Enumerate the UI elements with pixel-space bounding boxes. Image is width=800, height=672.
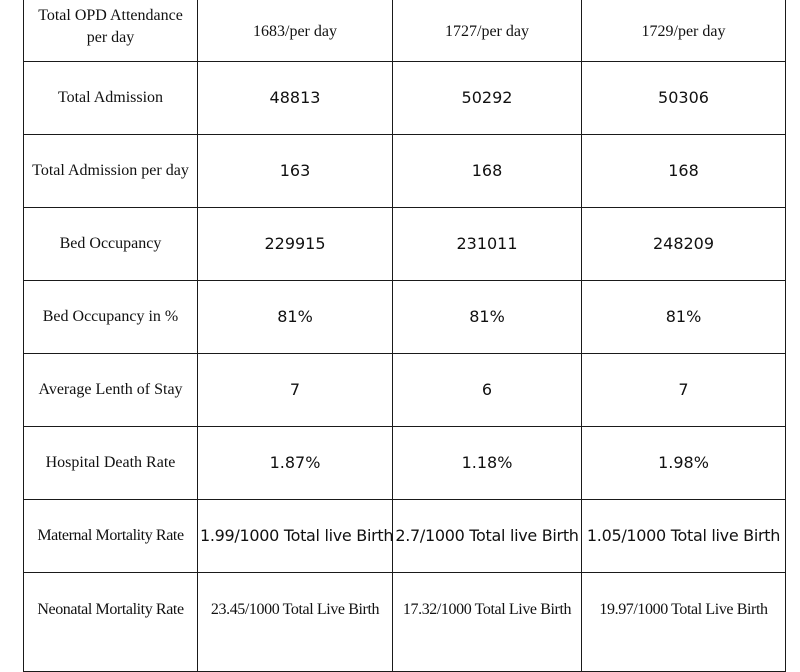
table-cell: 48813 [198, 62, 393, 135]
table-cell: 1729/per day [582, 0, 786, 62]
table-cell: 81% [582, 281, 786, 354]
table-cell: 1683/per day [198, 0, 393, 62]
table-cell: 1.18% [393, 427, 582, 500]
table-cell: 6 [393, 354, 582, 427]
table-cell: 23.45/1000 Total Live Birth [198, 573, 393, 672]
row-label: Hospital Death Rate [24, 427, 198, 500]
table-cell: 1727/per day [393, 0, 582, 62]
table-cell: 7 [198, 354, 393, 427]
row-label: Maternal Mortality Rate [24, 500, 198, 573]
table-cell: 81% [393, 281, 582, 354]
table-cell: 231011 [393, 208, 582, 281]
table-row [24, 0, 786, 62]
table-cell: 2.7/1000 Total live Birth [393, 500, 582, 573]
table-cell: 19.97/1000 Total Live Birth [582, 573, 786, 672]
row-label: Total Admission per day [24, 135, 198, 208]
row-label: Average Lenth of Stay [24, 354, 198, 427]
row-label: Bed Occupancy [24, 208, 198, 281]
table-row [24, 135, 786, 208]
table-row [24, 208, 786, 281]
table-cell: 50306 [582, 62, 786, 135]
table-row [24, 500, 786, 573]
table-cell: 1.99/1000 Total live Birth [198, 500, 393, 573]
table-cell: 1.87% [198, 427, 393, 500]
table-cell: 168 [393, 135, 582, 208]
table-cell: 248209 [582, 208, 786, 281]
table-cell: 7 [582, 354, 786, 427]
table-cell: 168 [582, 135, 786, 208]
table-cell: 50292 [393, 62, 582, 135]
table-cell: 229915 [198, 208, 393, 281]
table-row [24, 354, 786, 427]
table-cell: 17.32/1000 Total Live Birth [393, 573, 582, 672]
table-row [24, 62, 786, 135]
row-label: Neonatal Mortality Rate [24, 573, 198, 672]
table-cell: 1.05/1000 Total live Birth [582, 500, 786, 573]
table-cell: 1.98% [582, 427, 786, 500]
table-row [24, 573, 786, 672]
row-label: Bed Occupancy in % [24, 281, 198, 354]
row-label: Total Admission [24, 62, 198, 135]
table-row [24, 427, 786, 500]
hospital-statistics-table [23, 0, 786, 672]
table-cell: 81% [198, 281, 393, 354]
table-row [24, 281, 786, 354]
table-cell: 163 [198, 135, 393, 208]
row-label: Total OPD Attendance per day [24, 0, 198, 62]
